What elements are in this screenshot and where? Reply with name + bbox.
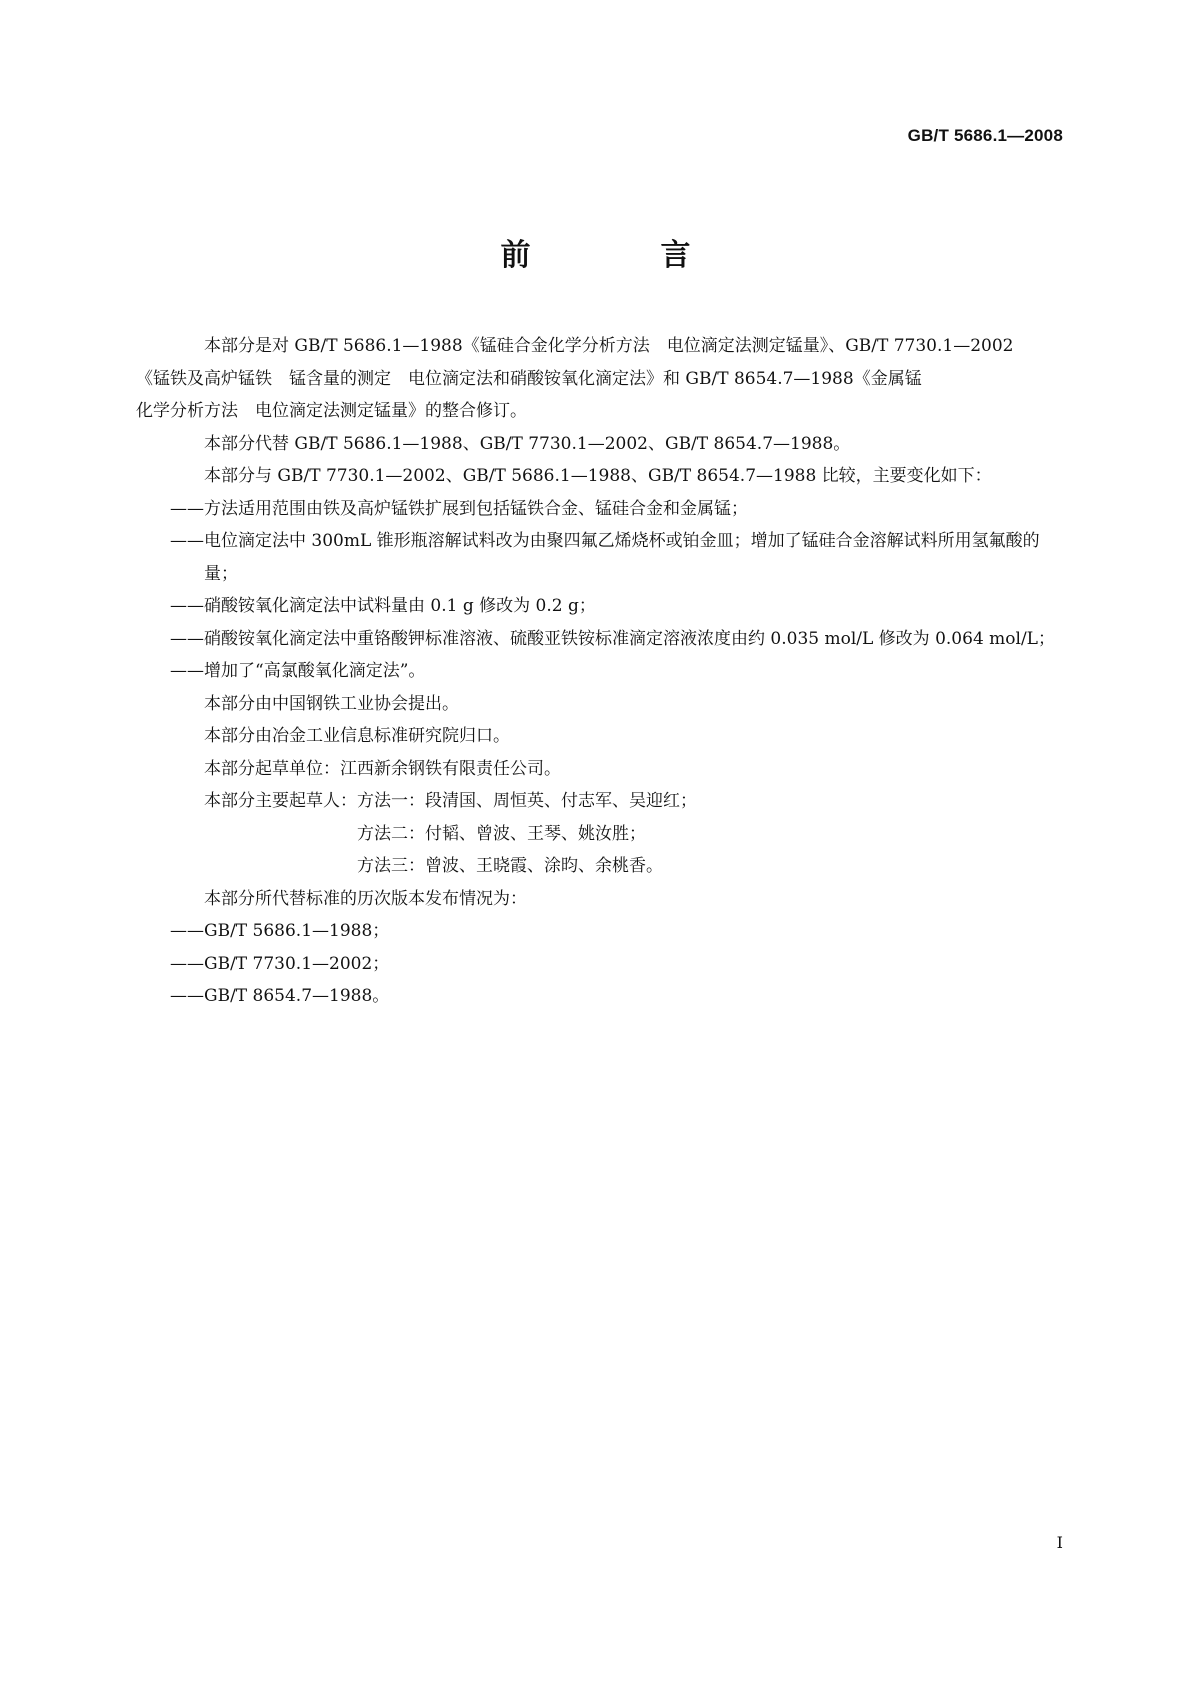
compare-paragraph: 本部分与 GB/T 7730.1—2002、GB/T 5686.1—1988、GB/T 8654.7—1988 比较，主要变化如下： — [204, 466, 992, 486]
standard-id: GB/T 5686.1—2008 — [907, 126, 1063, 145]
drafters-line-1: 本部分主要起草人：方法一：段清国、周恒英、付志军、吴迎红； — [204, 791, 697, 811]
foreword-body — [136, 330, 1060, 1013]
drafting-unit-paragraph: 本部分起草单位：江西新余钢铁有限责任公司。 — [204, 758, 561, 779]
change-item: ——电位滴定法中 300mL 锥形瓶溶解试料改为由聚四氟乙烯烧杯或铂金皿；增加了锰硅合金溶解试料所用氢氟酸的量； — [170, 531, 1040, 584]
centralized-paragraph: 本部分由冶金工业信息标准研究院归口。 — [204, 726, 510, 746]
change-item: ——增加了“高氯酸氧化滴定法”。 — [170, 661, 426, 681]
history-item: ——GB/T 5686.1—1988； — [170, 921, 390, 941]
intro-line-3: 化学分析方法 电位滴定法测定锰量》的整合修订。 — [136, 401, 527, 421]
history-item: ——GB/T 7730.1—2002； — [170, 953, 390, 974]
change-item: ——硝酸铵氧化滴定法中重铬酸钾标准溶液、硫酸亚铁铵标准滴定溶液浓度由约 0.035 mol/L 修改为 0.064 mol/L； — [170, 628, 1055, 649]
change-item: ——硝酸铵氧化滴定法中试料量由 0.1 g 修改为 0.2 g； — [170, 596, 596, 616]
history-item: ——GB/T 8654.7—1988。 — [170, 986, 390, 1006]
proposed-paragraph: 本部分由中国钢铁工业协会提出。 — [204, 693, 459, 714]
intro-line-2: 《锰铁及高炉锰铁 锰含量的测定 电位滴定法和硝酸铵氧化滴定法》和 GB/T 8654.7—1988《金属锰 — [136, 368, 922, 389]
drafters-line-3: 方法三：曾波、王晓霞、涂昀、余桃香。 — [357, 856, 663, 876]
replaces-paragraph: 本部分代替 GB/T 5686.1—1988、GB/T 7730.1—2002、GB/T 8654.7—1988。 — [204, 433, 851, 454]
change-item: ——方法适用范围由铁及高炉锰铁扩展到包括锰铁合金、锰硅合金和金属锰； — [170, 498, 748, 519]
drafters-line-2: 方法二：付韬、曾波、王琴、姚汝胜； — [357, 823, 646, 844]
history-intro: 本部分所代替标准的历次版本发布情况为： — [204, 888, 527, 909]
intro-line-1: 本部分是对 GB/T 5686.1—1988《锰硅合金化学分析方法 电位滴定法测定锰量》、GB/T 7730.1—2002 — [204, 336, 1014, 356]
page-title: 前 言 — [500, 238, 741, 273]
page-number: I — [1056, 1533, 1063, 1552]
